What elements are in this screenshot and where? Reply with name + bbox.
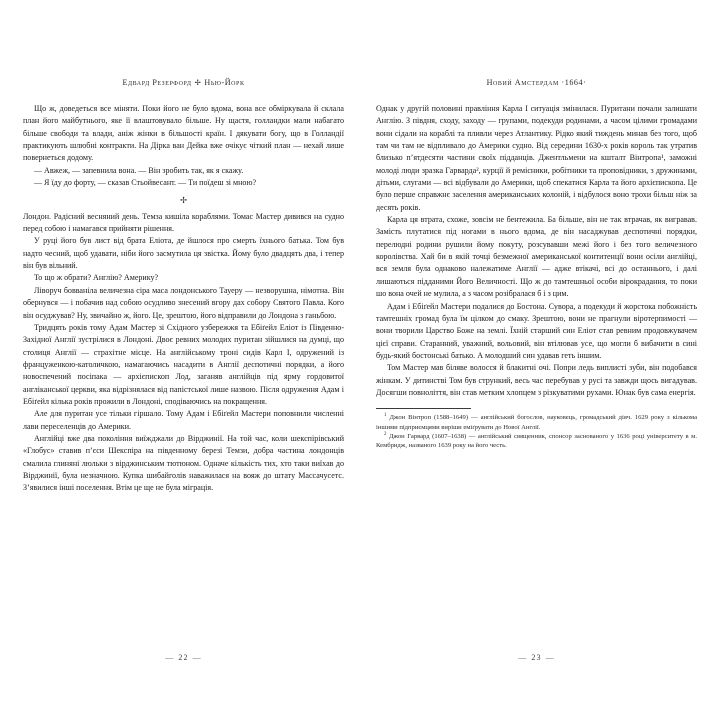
page-number-right [376, 653, 697, 662]
paragraph: Адам і Ебіґейл Мастери подалися до Бостона. Сувора, а подекуди й жорстока побожність тамтешніх громад була їм цілком до смаку. Зрештою, вони не прагнули віротерпимості — вони творили Царство Боже на землі. Їхній старший син Еліот став ревним продовжувачем цієї справи. Старанний, уважний, вольовий, він втілював усе, що могли б вибачити в сині будь-який бостонські батько. А молодший син удавав геть іншим. [376, 301, 697, 360]
footnote-marker: 2 [384, 431, 387, 437]
folio-number: 22 [178, 653, 189, 662]
paragraph: То що ж обрати? Англію? Америку? [34, 273, 159, 283]
ornament-icon: ✢ [194, 77, 202, 87]
running-head-separator: · [561, 78, 565, 87]
folio-rule-left: — [165, 653, 175, 662]
folio-rule-right: — [545, 653, 555, 662]
paragraph: Том Мастер мав біляве волосся й блакитні очі. Попри ледь виплисті зуби, він подобався жінкам. У дитинстві Том був стрункий, весь час перебував у русі та завжди щось вигадував. Досягши повноліття, він став метким хлопцем з різкуватими рухами. Юнак був сама енергія. [376, 363, 697, 397]
page-number-left [23, 653, 344, 662]
paragraph: У руці його був лист від брата Еліота, де йшлося про смерть їхнього батька. Том був надто чесний, щоб удавати, ніби його засмутила ця звістка. Йому було двадцять два, і тепер він був вільний. [23, 236, 344, 271]
paragraph: Тридцять років тому Адам Мастер зі Східного узбережжя та Ебіґейл Еліот із Південно-Західної Англії зустрілися в Лондоні. Двоє ревних молодих пуритан зійшлися на думці, що столиця Англії — страхітне місце. На англійському троні сидів Карл I, одружений із француженкою-католичкою, намагаючись насадити в Англії деспотичні порядки, а його новоспечений посіпака — архієпископ Лод, заганяв англійців під ярму гордовитої англіканської церкви, яка відрізнялася від папістської лише назвою. Після одруження Адам і Ебіґейл кілька років прожили в Лондоні, сподіваючись на покращення. [23, 322, 344, 406]
paragraph: Англійці вже два покоління виїжджали до Вірджинії. На той час, коли шекспірівський «Глобус» ставив п’єси Шекспіра на південному березі Темзи, добра частина лондонців смалила глиняні люльки з вірджинським тютюном. Одначе кількість тих, хто таки виїхав до Вірджинії, була незначною. Купка шибайголів наважилася на вояж до штату Массачусетс. З’явилися інші поселення. Втім це ще не була міграція. [23, 433, 344, 493]
paragraph: Ліворуч бовваніла величезна сіра маса лондонського Тауеру — незворушна, німотна. Він обернувся — і побачив над собою осудливо знесений вгору дах собору Святого Павла. Кого він осуджував? Ну, звичайно ж, його. Це, зрештою, його відправили до Лондона з ганьбою. [23, 285, 344, 320]
footnote-item [376, 413, 697, 432]
body-text-left [23, 103, 344, 495]
paragraph: Але для пуритан усе тільки гіршало. Тому Адам і Ебіґейл Мастери поповнили численні лави переселенців до Америки. [23, 409, 344, 431]
dialogue-line: — Авжеж, — запевнила вона. — Він зробить так, як я скажу. [34, 165, 244, 175]
paragraph: Що ж, доведеться все міняти. Поки його не було вдома, вона все обміркувала й склала план його майбутнього, яке її влаштовувало більше. Ну щастя, голландки мали набагато більше свободи та влади, аніж жінки в більшості країн. І дякувати богу, що в Голландії практикують шлюбні контракти. На Дірка ван Дейка вже очікує чіткий план — нехай лише повернеться додому. [23, 104, 344, 163]
footnote-text: Джон Вінтроп (1588–1649) — англійський богослов, науковець, громадський діяч. 1629 року з кількома іншими підприємцями виріши еміґрувати до Нової Англії. [376, 414, 697, 431]
running-head-separator-end: · [583, 78, 587, 87]
folio-number: 23 [531, 653, 542, 662]
running-head-year: 1664 [564, 78, 584, 87]
footnote-marker: 1 [384, 413, 387, 419]
paragraph: Лондон. Радісний весняний день. Темза кишіла кораблями. Томас Мастер дивився на судно перед собою і намагався прийняти рішення. [23, 211, 344, 234]
running-head-left [23, 78, 344, 87]
folio-rule-left: — [518, 653, 528, 662]
running-head-title: Нью-Йорк [204, 78, 245, 87]
paragraph: Однак у другій половині правління Карла I ситуація змінилася. Пуритани почали залишати Англію. З півдня, сходу, заходу — групами, подекуди родинами, а часом цілими громадами вони сідали на кораблі та пливли через Атлантику. Рідко який тиждень минав без того, щоб там чи там не відпливало до Америки судно. Від середини 1630-х років король так утратив близько п’ятдесяти частини своїх підданців. Джентльмени на кшталт Вінтропа¹, заможні молоді люди зразка Гарварда², курції й ремісники, робітники та проповідники, з дружинами, дітьми, слугами — всі відбували до Америки, щоб спекатися Карла та його архієпископа. Це було перше справжнє заселення американських колоній, і відбулося воно трохи більш ніж за десять років. [376, 104, 697, 212]
dialogue-line: — Я їду до форту, — сказав Стьойвесант. — Ти поїдеш зі мною? [34, 178, 257, 188]
running-head-right [376, 78, 697, 87]
running-head-title: Новий Амстердам [486, 78, 559, 87]
section-break-ornament-icon: ✢ [179, 194, 188, 205]
footnotes-block [376, 408, 697, 451]
footnote-item [376, 432, 697, 451]
footnote-text: Джон Гарвард (1607–1638) — англійський священник, спонсор заснованого у 1636 році університету в м. Кембридж, названого 1639 року на його честь. [376, 433, 697, 450]
paragraph: Карла ця втрата, схоже, зовсім не бентежила. Ба більше, він не так втрачав, як вигравав. Замість плутатися під ногами в нього вдома, де він насаджував деспотичні порядки, перелюдні родини рушили йому покуту, розсувавши межі його і без того величезного королівства. Хай би в якій точці безмежної американської контитенції вони осіли англійці, вся земля була однаково належатиме Англії — адже втікачі, всі до останнього, і далі лишаються підданими Його Величності. Що ж до тамтешньої особи вірокрадання, то поки шо вона очей не мулила, а з часом розібралася б і з цим. [376, 215, 697, 299]
folio-rule-right: — [192, 653, 202, 662]
body-text-right [376, 103, 697, 399]
page-right [360, 0, 720, 720]
running-head-author: Едвард Резерфорд [122, 78, 192, 87]
